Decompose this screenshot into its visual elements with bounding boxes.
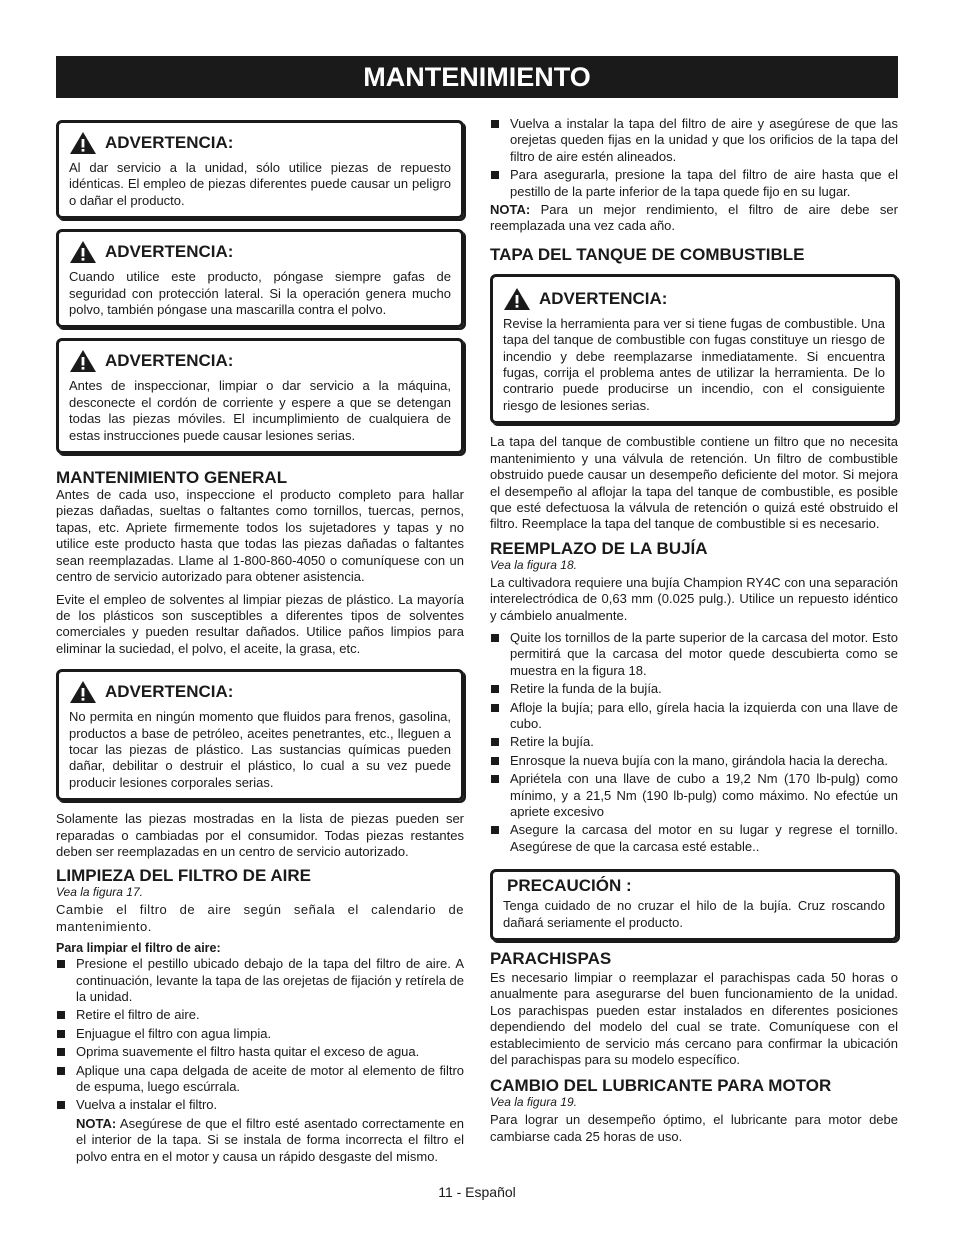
section-heading-fuel-cap: TAPA DEL TANQUE DE COMBUSTIBLE bbox=[490, 244, 805, 264]
paragraph: Evite el empleo de solventes al limpiar piezas de plástico. La mayoría de los plásticos son susceptibles a diferentes tipos de solventes comerciales y pueden resultar dañados. Utilice paños limpios para eliminar la suciedad, el polvo, el aceite, la grasa, etc. bbox=[56, 591, 464, 656]
warning-triangle-icon bbox=[69, 240, 97, 264]
warning-text: Revise la herramienta para ver si tiene fugas de combustible. Una tapa del tanque de combustible con fugas constituye un riesgo de incendio y debe reemplazarse inmediatamente. Si encuentra fugas, corrija el problema antes de utilizar la herramienta. De lo contrario puede producirse un incendio, con el consiguiente riesgo de lesiones serias. bbox=[503, 315, 885, 413]
warning-text: Cuando utilice este producto, póngase siempre gafas de seguridad con protección lateral. Si la operación genera mucho polvo, también póngase una mascarilla contra el polvo. bbox=[69, 269, 451, 318]
note-text: Para un mejor rendimiento, el filtro de aire debe ser reemplazada una vez cada año. bbox=[490, 202, 898, 234]
caution-box bbox=[490, 869, 898, 941]
page-title: MANTENIMIENTO bbox=[56, 56, 898, 98]
warning-title: ADVERTENCIA: bbox=[539, 288, 668, 308]
paragraph: La tapa del tanque de combustible contiene un filtro que no necesita mantenimiento y una válvula de retención. Un filtro de combustible obstruido puede causar un desempeño deficiente del motor. Si mejora el desempeño al aflojar la tapa del tanque de combustible, es posible que esté defectuosa la válvula de retención o quizá esté obstruido el filtro. Reemplace la tapa del tanque de combustible si es necesario. bbox=[490, 434, 898, 532]
paragraph: Es necesario limpiar o reemplazar el parachispas cada 50 horas o anualmente para asegurarse del buen funcionamiento de la unidad. Los parachispas pueden estar instalados en diferentes posiciones dependiendo del modelo del cual se trate. Comuníquese con el establecimiento de servicio más cercano para confirmar la ubicación del parachispas para su modelo específico. bbox=[490, 970, 898, 1068]
warning-title: ADVERTENCIA: bbox=[105, 242, 234, 262]
warning-triangle-icon bbox=[69, 680, 97, 704]
list-item: Vuelva a instalar el filtro. bbox=[56, 1097, 464, 1113]
warning-title: ADVERTENCIA: bbox=[105, 351, 234, 371]
warning-triangle-icon bbox=[503, 287, 531, 311]
paragraph: La cultivadora requiere una bujía Champion RY4C con una separación interelectródica de 0,63 mm (0.025 pulg.). Utilice un repuesto idéntico y cámbielo anualmente. bbox=[490, 574, 898, 623]
list-item: Quite los tornillos de la parte superior de la carcasa del motor. Esto permitirá que la carcasa del motor quede descubierta como se muestra en la figura 18. bbox=[490, 630, 898, 679]
paragraph: Para lograr un desempeño óptimo, el lubricante para motor debe cambiarse cada 25 horas de uso. bbox=[490, 1112, 898, 1144]
paragraph: Cambie el filtro de aire según señala el calendario de mantenimiento. bbox=[56, 902, 464, 934]
section-heading-general: MANTENIMIENTO GENERAL bbox=[56, 468, 288, 488]
figure-reference: Vea la figura 19. bbox=[490, 1095, 577, 1110]
list-item: Enjuague el filtro con agua limpia. bbox=[56, 1026, 464, 1042]
section-heading-spark-arrestor: PARACHISPAS bbox=[490, 949, 612, 969]
warning-box-fuel-leak bbox=[490, 274, 898, 424]
paragraph: Antes de cada uso, inspeccione el producto completo para hallar piezas dañadas, sueltas o faltantes como tornillos, tuercas, pernos, tapas, etc. Apriete firmemente todos los sujetadores y tapas y no utilice este producto hasta que todas las piezas dañadas o faltantes sean reemplazadas. Llame al 1-800-860-4050 o comuníquese con un centro de servicio autorizado para obtener asistencia. bbox=[56, 487, 464, 585]
caution-text: Tenga cuidado de no cruzar el hilo de la bujía. Cruz roscando dañará seriamente el producto. bbox=[503, 898, 885, 930]
note-label: NOTA: bbox=[490, 202, 531, 218]
left-column bbox=[56, 120, 464, 1165]
list-item: Oprima suavemente el filtro hasta quitar el exceso de agua. bbox=[56, 1044, 464, 1060]
warning-box-parts bbox=[56, 120, 464, 219]
warning-box-fluids bbox=[56, 669, 464, 801]
warning-text: No permita en ningún momento que fluidos para frenos, gasolina, productos a base de petróleo, aceites penetrantes, etc., lleguen a tocar las piezas de plástico. Las sustancias químicas pueden dañar, debilitar o destruir el plástico, lo cual a su vez puede producir lesiones corporales serias. bbox=[69, 709, 451, 790]
paragraph: Solamente las piezas mostradas en la lista de piezas pueden ser reparadas o cambiadas por el consumidor. Todas piezas restantes deben ser reemplazadas en un centro de servicio autorizado. bbox=[56, 811, 464, 859]
figure-reference: Vea la figura 17. bbox=[56, 885, 143, 900]
warning-box-glasses bbox=[56, 229, 464, 328]
warning-box-disconnect bbox=[56, 338, 464, 454]
warning-text: Al dar servicio a la unidad, sólo utilice piezas de repuesto idénticas. El empleo de piezas diferentes puede causar un peligro o dañar el producto. bbox=[69, 160, 451, 208]
subheading: Para limpiar el filtro de aire: bbox=[56, 941, 221, 956]
bullet-list bbox=[490, 630, 898, 855]
list-item: Retire la funda de la bujía. bbox=[490, 681, 898, 697]
right-column bbox=[490, 116, 898, 1151]
note bbox=[56, 1116, 464, 1165]
warning-triangle-icon bbox=[69, 131, 97, 155]
bullet-list bbox=[56, 956, 464, 1114]
list-item: Afloje la bujía; para ello, gírela hacia la izquierda con una llave de cubo. bbox=[490, 700, 898, 733]
section-heading-air-filter: LIMPIEZA DEL FILTRO DE AIRE bbox=[56, 866, 311, 886]
list-item: Asegure la carcasa del motor en su lugar y regrese el tornillo. Asegúrese de que la carcasa esté estable.. bbox=[490, 822, 898, 855]
warning-triangle-icon bbox=[69, 349, 97, 373]
list-item: Enrosque la nueva bujía con la mano, girándola hacia la derecha. bbox=[490, 753, 898, 769]
warning-title: ADVERTENCIA: bbox=[105, 133, 234, 152]
section-heading-spark-plug: REEMPLAZO DE LA BUJÍA bbox=[490, 538, 708, 558]
page-footer: 11 - Español bbox=[438, 1184, 516, 1200]
section-heading-engine-oil: CAMBIO DEL LUBRICANTE PARA MOTOR bbox=[490, 1076, 832, 1096]
figure-reference: Vea la figura 18. bbox=[490, 557, 577, 572]
warning-text: Antes de inspeccionar, limpiar o dar servicio a la máquina, desconecte el cordón de corriente y espere a que se detengan todas las piezas móviles. El incumplimiento de cualquiera de estas instrucciones puede causar lesiones serias. bbox=[69, 378, 451, 443]
list-item: Apriétela con una llave de cubo a 19,2 Nm (170 lb-pulg) como mínimo, y a 21,5 Nm (190 lb-pulg) como máximo. No efectúe un apriete excesivo bbox=[490, 771, 898, 820]
caution-title: PRECAUCIÓN : bbox=[507, 876, 632, 896]
list-item: Presione el pestillo ubicado debajo de la tapa del filtro de aire. A continuación, levante la tapa de las orejetas de fijación y retírela de la unidad. bbox=[56, 956, 464, 1005]
note bbox=[490, 202, 898, 235]
list-item: Vuelva a instalar la tapa del filtro de aire y asegúrese de que las orejetas queden fijas en la unidad y que los orificios de la tapa del filtro de aire estén alineados. bbox=[490, 116, 898, 165]
list-item: Para asegurarla, presione la tapa del filtro de aire hasta que el pestillo de la parte inferior de la tapa quede fijo en su lugar. bbox=[490, 167, 898, 200]
warning-title: ADVERTENCIA: bbox=[105, 682, 234, 702]
list-item: Retire el filtro de aire. bbox=[56, 1007, 464, 1023]
list-item: Aplique una capa delgada de aceite de motor al elemento de filtro de espuma, luego escúrrala. bbox=[56, 1063, 464, 1096]
note-text: Asegúrese de que el filtro esté asentado correctamente en el interior de la tapa. Si se instala de forma incorrecta el filtro el polvo entra en el motor y causa un rápido desgaste del mismo. bbox=[76, 1115, 464, 1164]
list-item: Retire la bujía. bbox=[490, 734, 898, 750]
note-label: NOTA: bbox=[76, 1115, 117, 1131]
bullet-list bbox=[490, 116, 898, 200]
